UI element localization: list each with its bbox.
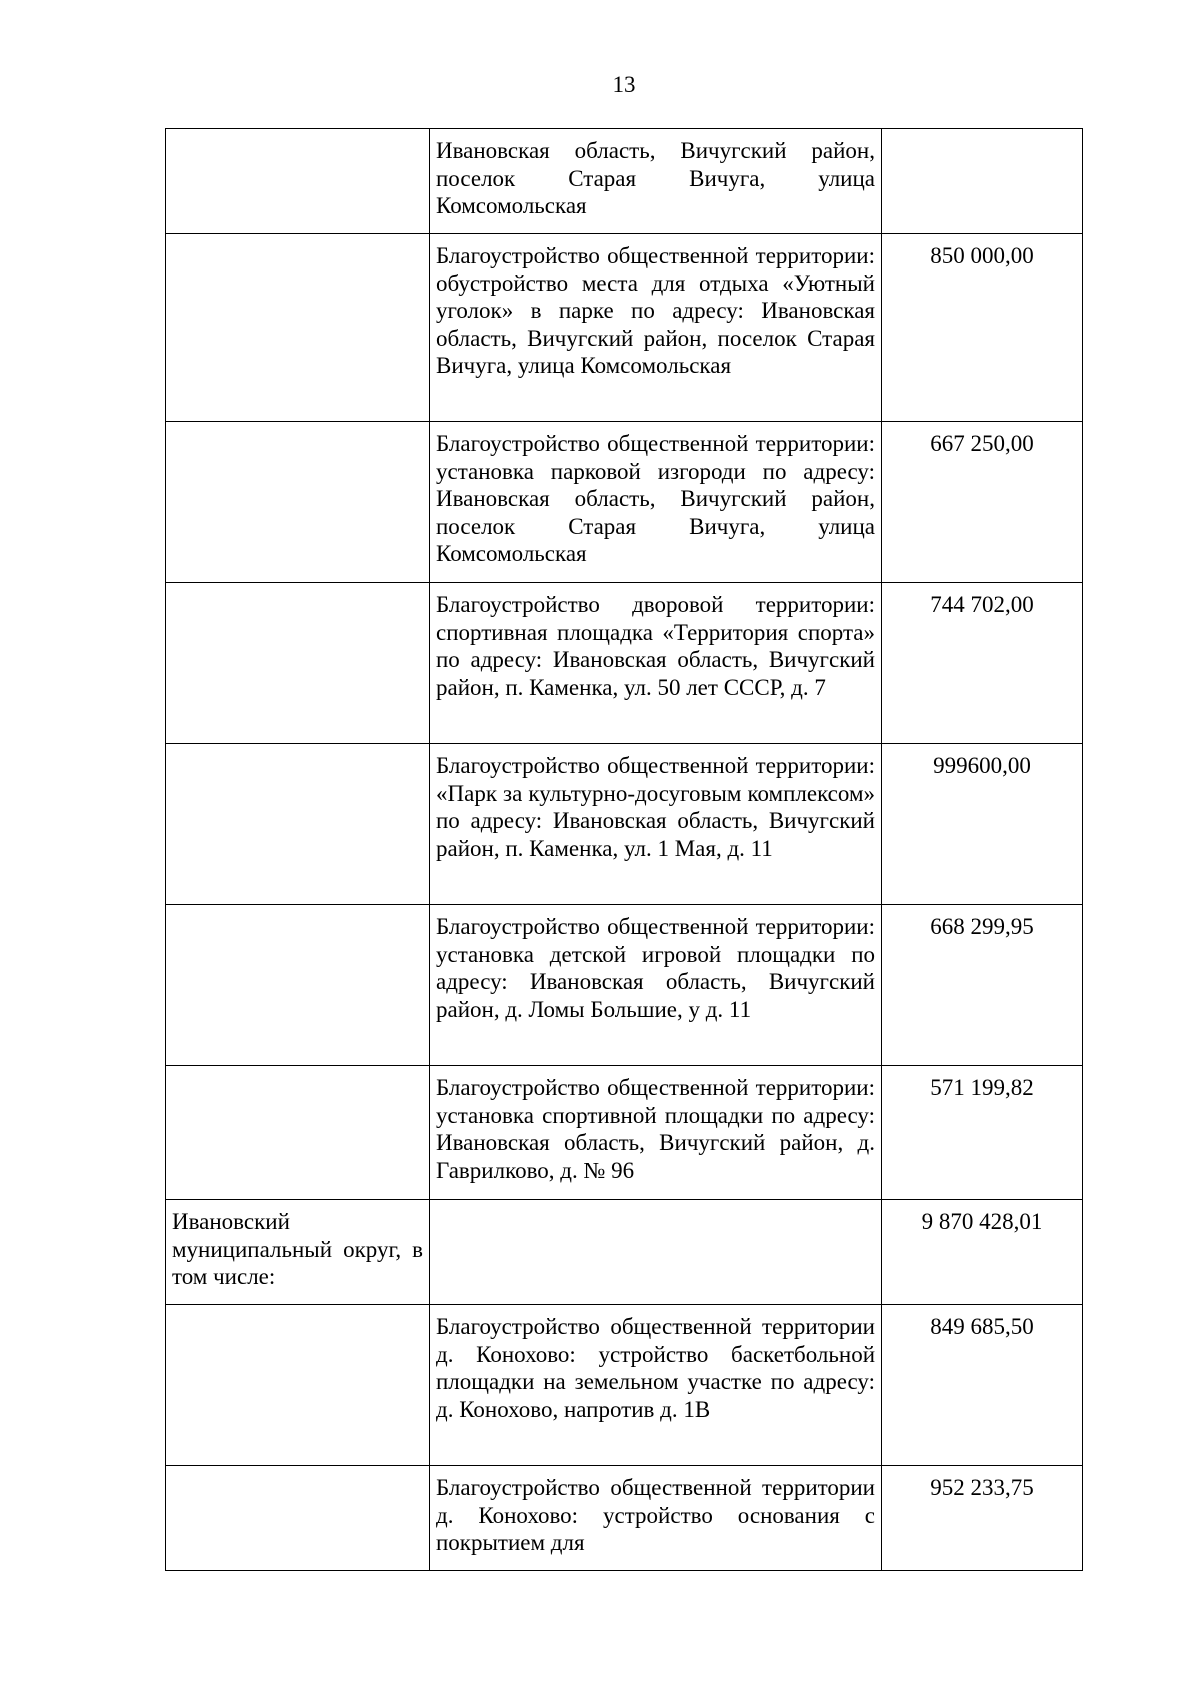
project-description-text: Благоустройство общественной территории: обустройство места для отдыха «Уютный уголок» в парке по адресу: Ивановская область, Вичугский район, поселок Старая Вичуга, улица Комсомольская: [436, 243, 875, 378]
amount-cell: [882, 744, 1083, 905]
municipality-cell: [166, 422, 430, 583]
amount-text: 849 685,50: [930, 1314, 1034, 1339]
municipality-cell: [166, 583, 430, 744]
amount-cell: [882, 583, 1083, 744]
amount-cell: [882, 1305, 1083, 1466]
municipality-cell: [166, 1066, 430, 1200]
table-row: [166, 1200, 1083, 1305]
municipality-text: Ивановский муниципальный округ, в том числе:: [172, 1209, 423, 1289]
table-row: [166, 422, 1083, 583]
table-row: [166, 234, 1083, 422]
project-description-text: Благоустройство дворовой территории: спортивная площадка «Территория спорта» по адресу: Ивановская область, Вичугский район, п. Каменка, ул. 50 лет СССР, д. 7: [436, 592, 875, 700]
project-description-cell: [430, 1305, 882, 1466]
amount-text: 850 000,00: [930, 243, 1034, 268]
amount-text: 744 702,00: [930, 592, 1034, 617]
municipality-cell: [166, 1466, 430, 1571]
project-description-cell: [430, 1466, 882, 1571]
table-row: [166, 1466, 1083, 1571]
municipality-cell: [166, 744, 430, 905]
municipality-cell: [166, 129, 430, 234]
project-description-text: Благоустройство общественной территории д. Конохово: устройство основания с покрытием для: [436, 1475, 875, 1555]
amount-cell: [882, 234, 1083, 422]
project-description-cell: [430, 1200, 882, 1305]
table-row: [166, 1066, 1083, 1200]
page-number: 13: [612, 72, 636, 97]
budget-table: [165, 128, 1083, 1571]
project-description-text: Благоустройство общественной территории: установка детской игровой площадки по адресу: Ивановская область, Вичугский район, д. Ломы Большие, у д. 11: [436, 914, 875, 1022]
amount-cell: [882, 1466, 1083, 1571]
amount-text: 952 233,75: [930, 1475, 1034, 1500]
project-description-cell: [430, 129, 882, 234]
project-description-cell: [430, 583, 882, 744]
amount-text: 571 199,82: [930, 1075, 1034, 1100]
project-description-text: Благоустройство общественной территории д. Конохово: устройство баскетбольной площадки на земельном участке по адресу: д. Конохово, напротив д. 1В: [436, 1314, 875, 1422]
table-row: [166, 583, 1083, 744]
municipality-cell: [166, 234, 430, 422]
project-description-cell: [430, 1066, 882, 1200]
amount-cell: [882, 129, 1083, 234]
table-row: [166, 1305, 1083, 1466]
table-row: [166, 744, 1083, 905]
municipality-cell: [166, 905, 430, 1066]
amount-cell: [882, 1200, 1083, 1305]
amount-text: 999600,00: [933, 753, 1031, 778]
project-description-cell: [430, 905, 882, 1066]
municipality-cell: [166, 1200, 430, 1305]
table-row: [166, 905, 1083, 1066]
project-description-cell: [430, 422, 882, 583]
amount-text: 9 870 428,01: [921, 1209, 1043, 1234]
project-description-text: Благоустройство общественной территории: установка спортивной площадки по адресу: Ивановская область, Вичугский район, д. Гаврилково, д. № 96: [436, 1075, 875, 1183]
project-description-text: Благоустройство общественной территории: установка парковой изгороди по адресу: Ивановская область, Вичугский район, поселок Старая Вичуга, улица Комсомольская: [436, 431, 875, 566]
amount-cell: [882, 1066, 1083, 1200]
municipality-cell: [166, 1305, 430, 1466]
amount-text: 667 250,00: [930, 431, 1034, 456]
amount-text: 668 299,95: [930, 914, 1034, 939]
amount-cell: [882, 905, 1083, 1066]
project-description-cell: [430, 744, 882, 905]
project-description-cell: [430, 234, 882, 422]
project-description-text: Благоустройство общественной территории: «Парк за культурно-досуговым комплексом» по адресу: Ивановская область, Вичугский район, п. Каменка, ул. 1 Мая, д. 11: [436, 753, 875, 861]
table-row: [166, 129, 1083, 234]
amount-cell: [882, 422, 1083, 583]
project-description-text: Ивановская область, Вичугский район, поселок Старая Вичуга, улица Комсомольская: [436, 138, 875, 218]
